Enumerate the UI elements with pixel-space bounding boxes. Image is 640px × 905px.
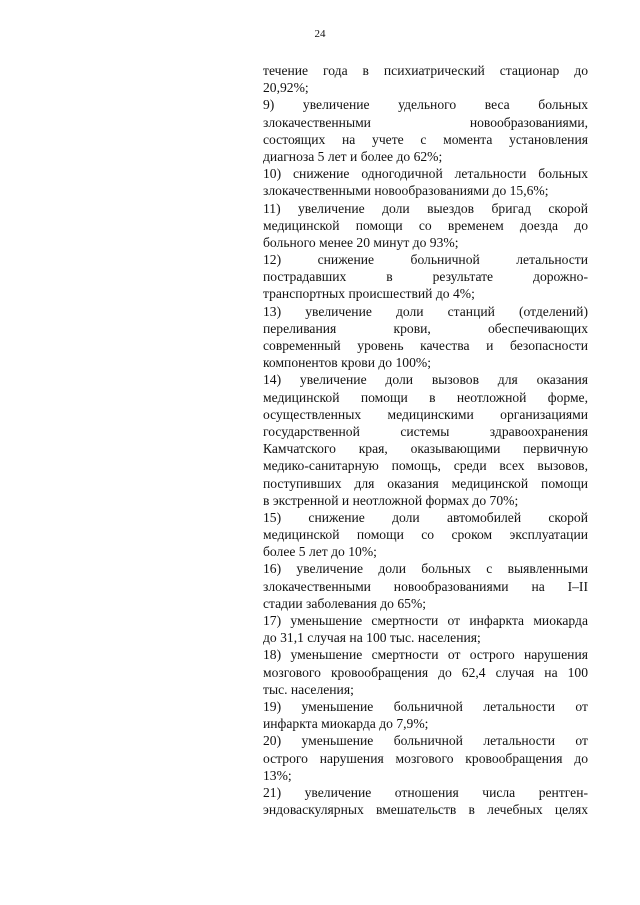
text-line: 17) уменьшение смертности от инфаркта миокарда [263, 613, 588, 628]
text-line: больного менее 20 минут до 93%; [263, 234, 459, 250]
text-line: 13) увеличение доли станций (отделений) [263, 303, 588, 319]
text-line: медицинской помощи со сроком эксплуатации [263, 527, 588, 543]
text-line: 13%; [263, 767, 292, 783]
text-line: медицинской помощи со временем доезда до [263, 217, 588, 233]
text-line: осуществленных медицинскими организациями [263, 406, 588, 422]
text-line: медицинской помощи в неотложной форме, [263, 389, 588, 405]
text-line: состоящих на учете с момента установления [263, 131, 588, 147]
text-line: стадии заболевания до 65%; [263, 595, 427, 611]
text-line: 9) увеличение удельного веса больных [263, 97, 588, 113]
text-line: 21) увеличение отношения числа рентген- [263, 784, 588, 800]
text-line: 19) уменьшение больничной летальности от [263, 698, 588, 714]
document-body [263, 62, 588, 818]
text-line: Камчатского края, оказывающими первичную [263, 441, 588, 457]
text-line: 20,92%; [263, 80, 309, 96]
text-line: 15) снижение доли автомобилей скорой [263, 509, 588, 525]
text-line: 12) снижение больничной летальности [263, 252, 588, 268]
text-line: течение года в психиатрический стационар до [263, 63, 588, 78]
text-line: мозгового кровообращения до 62,4 случая на 100 [263, 664, 588, 680]
text-line: инфаркта миокарда до 7,9%; [263, 716, 429, 732]
text-line: 20) уменьшение больничной летальности от [263, 733, 588, 749]
text-line: острого нарушения мозгового кровообращения до [263, 750, 588, 766]
text-line: 16) увеличение доли больных с выявленными [263, 561, 588, 577]
text-line: тыс. населения; [263, 681, 354, 697]
text-line: пострадавших в результате дорожно- [263, 269, 588, 285]
text-line: переливания крови, обеспечивающих [263, 320, 588, 336]
text-line: более 5 лет до 10%; [263, 544, 377, 560]
text-line: компонентов крови до 100%; [263, 355, 431, 371]
text-line: 11) увеличение доли выездов бригад скорой [263, 200, 588, 216]
text-line: диагноза 5 лет и более до 62%; [263, 148, 443, 164]
text-line: 14) увеличение доли вызовов для оказания [263, 372, 588, 388]
text-line: злокачественными новообразованиями до 15,6%; [263, 183, 549, 199]
text-line: злокачественными новообразованиями на I–II [263, 578, 588, 594]
text-line: 18) уменьшение смертности от острого нарушения [263, 647, 588, 663]
text-line: государственной системы здравоохранения [263, 423, 588, 439]
text-line: эндоваскулярных вмешательств в лечебных целях [263, 802, 588, 818]
text-line: медико-санитарную помощь, среди всех вызовов, [263, 458, 588, 474]
page-number: 24 [314, 28, 326, 40]
text-line: современный уровень качества и безопасности [263, 338, 588, 353]
text-line: в экстренной и неотложной формах до 70%; [263, 492, 519, 508]
text-line: поступивших для оказания медицинской помощи [263, 475, 588, 491]
text-line: до 31,1 случая на 100 тыс. населения; [263, 630, 481, 646]
text-line: транспортных происшествий до 4%; [263, 286, 475, 302]
text-line: злокачественными новообразованиями, [263, 114, 588, 130]
text-line: 10) снижение одногодичной летальности больных [263, 166, 588, 182]
